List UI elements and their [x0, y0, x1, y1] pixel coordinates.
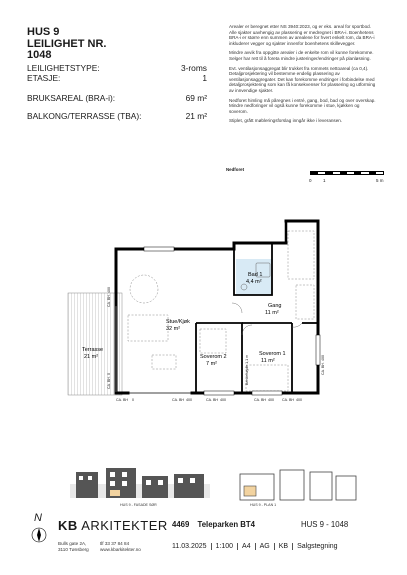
sill-label-left-2: CA. BH. 0	[107, 373, 111, 389]
room-bed2-name: Soverom 2	[200, 354, 227, 360]
fact-row-bra	[27, 93, 207, 103]
room-hall-name: Gang	[268, 303, 282, 309]
note-paragraph: Stiplet, grått møbleringsforslag inngår ikke i leveransen.	[229, 118, 343, 124]
address-line: Bulls gate 2A,	[58, 541, 87, 546]
sill-label-left: CA. BH. 400	[107, 287, 111, 307]
floor-plan	[56, 215, 356, 425]
fact-label: BALKONG/TERRASSE (TBA):	[27, 111, 142, 121]
fact-value: 21 m²	[185, 111, 207, 121]
fact-label: BRUKSAREAL (BRA-i):	[27, 93, 116, 103]
address-line: 3110 Tønsberg	[58, 546, 89, 552]
phone-label: tlf	[100, 541, 104, 546]
unit-label: LEILIGHET NR.	[27, 37, 107, 50]
fact-row-type	[27, 63, 207, 73]
room-terrace-name: Terrasse	[82, 347, 104, 353]
building-title: HUS 9	[27, 26, 60, 38]
sill-label-mid: Benkehøyde 1,1 m	[245, 354, 249, 385]
unit-facts	[27, 63, 207, 121]
website[interactable]: www.kbarkitekter.no	[100, 546, 141, 552]
fact-row-tba	[27, 111, 207, 121]
unit-number: 1048	[27, 49, 52, 61]
logo-arkitekter: ARKITEKTER	[81, 518, 168, 533]
paper-size: A4	[237, 543, 255, 550]
phone-number: 33 37 84 84	[104, 541, 130, 546]
scale-zero: 0	[309, 178, 312, 183]
sill-label-bottom: 400	[186, 398, 192, 402]
fact-label: ETASJE:	[27, 73, 61, 83]
room-bath-name: Bad 1	[248, 272, 263, 278]
drawing-scale: 1:100	[211, 543, 238, 550]
north-label: N	[34, 512, 42, 524]
room-bed2-area: 7 m²	[206, 361, 217, 367]
room-hall-area: 11 m²	[265, 310, 279, 316]
sill-label-bottom: CA. BH	[254, 398, 266, 402]
fact-value: 69 m²	[185, 93, 207, 103]
room-bath-area: 4,4 m²	[246, 279, 262, 285]
room-bed1-area: 11 m²	[261, 358, 275, 364]
fact-row-floor	[27, 73, 207, 83]
north-arrow-icon	[30, 526, 48, 544]
facade-caption: HUS 9 - FASADE SØR	[120, 503, 157, 507]
drawn-by: AG	[255, 543, 274, 550]
project-name: Teleparken BT4	[197, 520, 256, 529]
sill-label-bottom: CA. BH	[172, 398, 184, 402]
site-plan-caption: HUS 9 - PLAN 1	[250, 503, 277, 507]
room-living-name: Stue/Kjøk	[166, 319, 190, 325]
terrace-area	[68, 293, 122, 395]
sill-label-bottom: CA. BH	[116, 398, 128, 402]
unit-reference: HUS 9 - 1048	[301, 520, 349, 529]
sill-label-bottom: CA. BH	[206, 398, 218, 402]
checked-by: KB	[274, 543, 292, 550]
sill-label-bottom: 0	[132, 398, 134, 402]
company-contact	[100, 541, 141, 552]
unit-title-block	[27, 27, 106, 62]
room-bed1-name: Soverom 1	[259, 351, 286, 357]
scale-five: 5 m	[376, 178, 384, 183]
room-living-area: 32 m²	[166, 326, 181, 332]
note-paragraph: Nedforet himling må påregnes i entré, gang, bod, bad og over overskap. Mindre nedforinger vil også kunne forekomme i stue, kjøkken og soverom.	[229, 97, 376, 114]
note-paragraph: Mindre avvik fra oppgitte arealer i de enkelte rom vil kunne forekomme. Selger har rett til å foreta mindre justeringer/endringer på planløsning.	[229, 50, 374, 61]
area-notes	[229, 24, 377, 128]
company-logo	[58, 518, 168, 533]
scale-bar	[226, 167, 384, 183]
note-paragraph: Evt. ventilasjonsaggregat blir trukket fra rommets nettoareal (ca 0,4). Detaljprosjektering vil bestemme endelig plassering av ventilasjonsaggregater. Det kan forekomme endringer i forbindelse med detaljprosjektering som kan få konsekvenser for plassering og utforming av innvendige sjakter.	[229, 65, 376, 93]
sill-label-bottom: 400	[296, 398, 302, 402]
drawing-purpose: Salgstegning	[292, 543, 341, 550]
facade-thumbnail	[70, 462, 210, 502]
drawing-date: 11.03.2025	[172, 543, 207, 550]
drawing-meta	[172, 543, 342, 550]
fact-label: LEILIGHETSTYPE:	[27, 63, 100, 73]
sill-label-bottom: 400	[220, 398, 226, 402]
sill-label-right: CA. BH. 400	[321, 355, 325, 375]
sill-label-bottom: CA. BH	[282, 398, 294, 402]
fact-value: 3-roms	[180, 63, 207, 73]
sill-label-bottom: 400	[268, 398, 274, 402]
note-paragraph: Arealer er beregnet etter NS 3940:2023, og er eks. areal for sportbod. Alle sjakter uavhengig av plassering er medregnet i BRA-i. Boenhetens BRA-i er større enn summen av arealene for hvert enkelt rom, da BRA-i inkluderer vegger og sjakter innenfor boenhetens skillevegger.	[229, 24, 375, 46]
fact-value: 1	[202, 73, 207, 83]
logo-kb: KB	[58, 518, 78, 533]
project-number: 4469	[172, 520, 190, 529]
room-terrace-area: 21 m²	[84, 354, 99, 360]
company-address	[58, 541, 89, 552]
lowered-ceiling-label: Nedforet	[226, 167, 245, 172]
project-line	[172, 520, 255, 529]
site-plan-thumbnail	[236, 466, 360, 506]
scale-one: 1	[323, 178, 326, 183]
